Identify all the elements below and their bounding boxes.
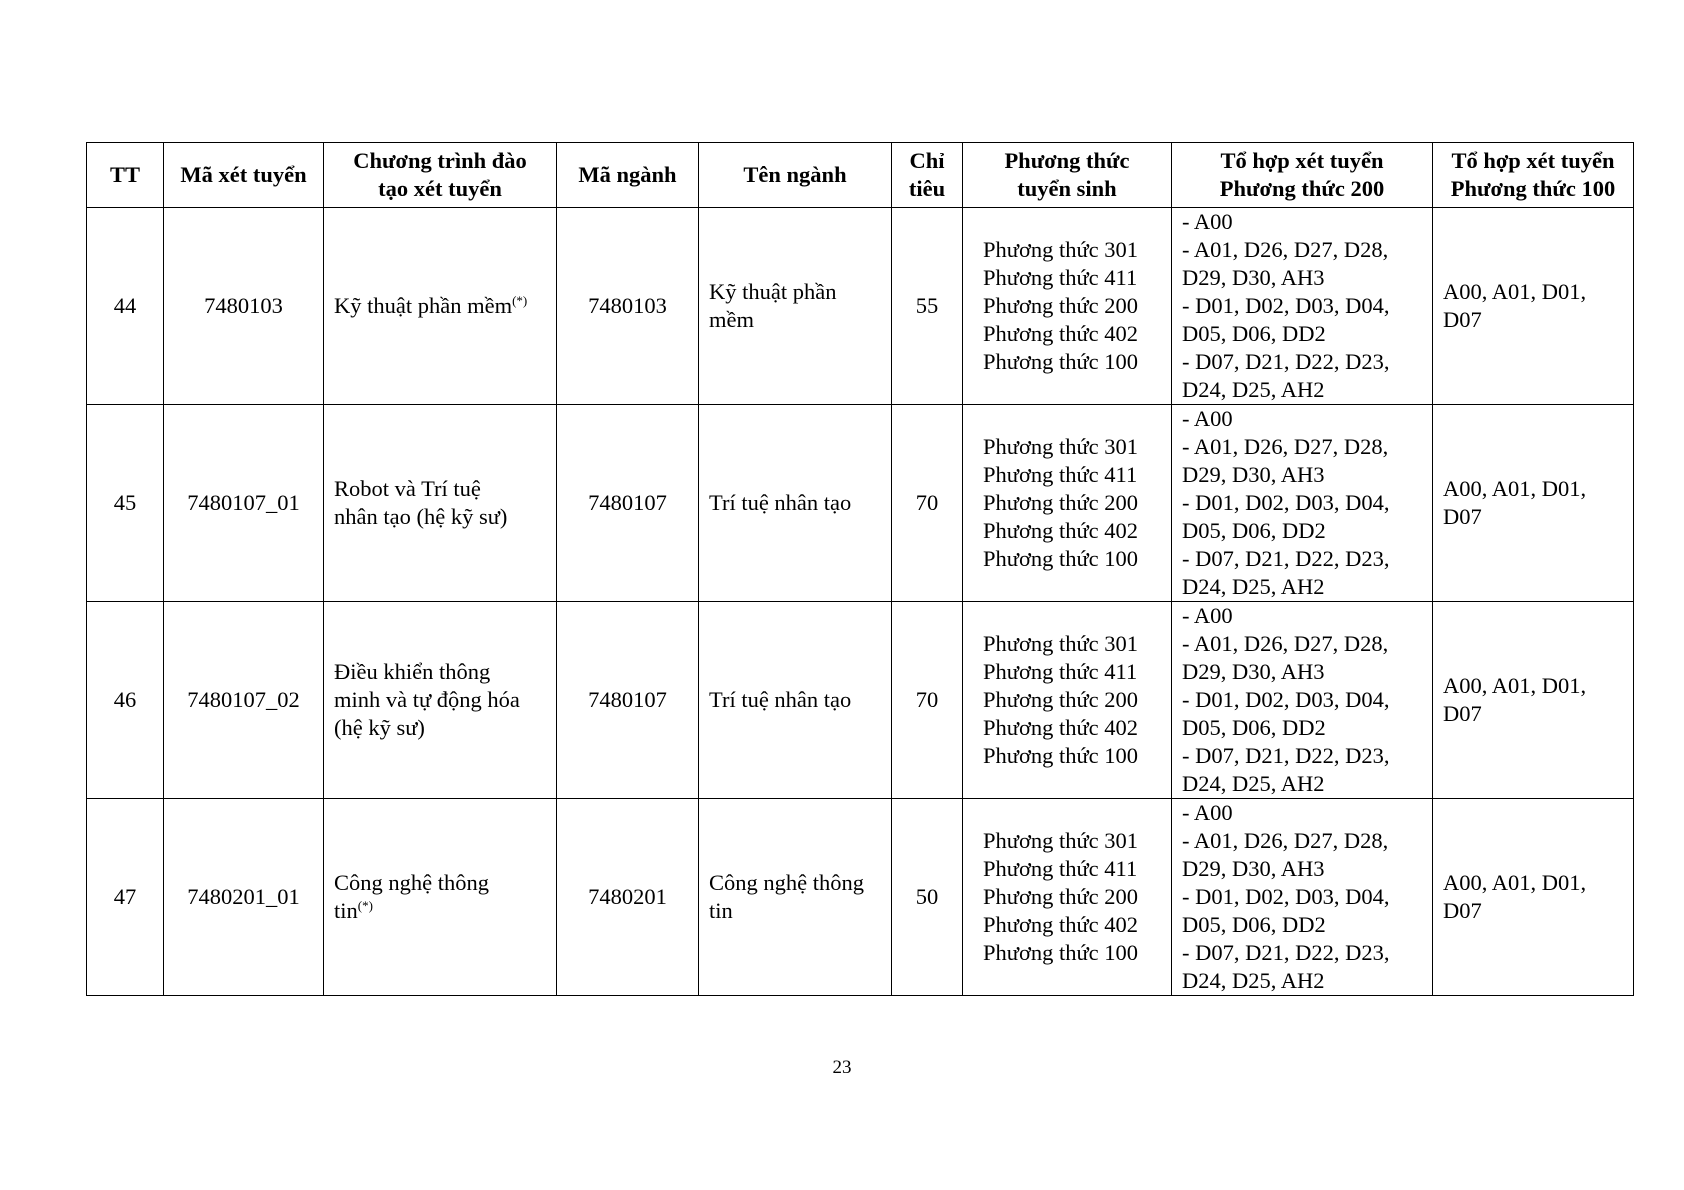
cell-to-hop-100 [1433,602,1634,799]
header-to-hop-100 [1433,143,1634,208]
cell-ten-nganh-text: tin [709,898,733,923]
header-line: Chương trình đào [353,148,527,173]
cell-to-hop-100-line [1443,869,1623,897]
cell-to-hop-200-line [1182,686,1422,714]
cell-phuong-thuc-text: Phương thức 301 [983,631,1139,656]
cell-to-hop-200-line [1182,770,1422,798]
cell-to-hop-200-text: D29, D30, AH3 [1182,856,1325,881]
cell-chuong-trinh-text: Công nghệ thông [334,870,489,895]
cell-chi-tieu: 70 [892,405,963,602]
cell-to-hop-200-text: D24, D25, AH2 [1182,968,1325,993]
cell-to-hop-200-text: - A01, D26, D27, D28, [1182,631,1389,656]
cell-phuong-thuc-text: Phương thức 402 [983,912,1139,937]
cell-phuong-thuc-text: Phương thức 200 [983,293,1139,318]
cell-to-hop-200-line [1182,292,1422,320]
cell-chuong-trinh-line [334,475,546,503]
cell-to-hop-200-line [1182,461,1422,489]
cell-to-hop-100-line [1443,306,1623,334]
cell-to-hop-200-text: D05, D06, DD2 [1182,321,1326,346]
cell-to-hop-200-text: D24, D25, AH2 [1182,574,1325,599]
cell-to-hop-100 [1433,799,1634,996]
cell-tt: 47 [87,799,164,996]
cell-to-hop-200-text: - A00 [1182,603,1233,628]
cell-phuong-thuc-text: Phương thức 402 [983,715,1139,740]
table-row [87,208,1634,405]
header-line: Phương thức 100 [1450,176,1616,201]
cell-phuong-thuc-text: Phương thức 200 [983,884,1139,909]
header-to-hop-200 [1172,143,1433,208]
header-ma-xet-tuyen: Mã xét tuyển [164,143,324,208]
header-chuong-trinh [324,143,557,208]
header-line: Tổ hợp xét tuyển [1451,148,1615,173]
cell-to-hop-200-text: - D01, D02, D03, D04, [1182,687,1390,712]
cell-to-hop-100-line [1443,475,1623,503]
cell-to-hop-200-text: D29, D30, AH3 [1182,659,1325,684]
cell-to-hop-100-text: D07 [1443,504,1482,529]
header-line: tuyển sinh [1017,176,1117,201]
cell-ten-nganh [699,799,892,996]
cell-ma-xet-tuyen: 7480107_02 [164,602,324,799]
cell-chuong-trinh-text: nhân tạo (hệ kỹ sư) [334,504,508,529]
cell-to-hop-200-line [1182,602,1422,630]
cell-ten-nganh-line [709,278,881,306]
cell-phuong-thuc-text: Phương thức 100 [983,940,1139,965]
cell-phuong-thuc-line [983,883,1161,911]
cell-to-hop-100 [1433,405,1634,602]
header-row [87,143,1634,208]
cell-to-hop-200-line [1182,489,1422,517]
cell-to-hop-200-text: - A01, D26, D27, D28, [1182,434,1389,459]
cell-to-hop-200-line [1182,911,1422,939]
cell-phuong-thuc-text: Phương thức 411 [983,856,1138,881]
cell-to-hop-200-line [1182,799,1422,827]
cell-to-hop-200-text: - A00 [1182,406,1233,431]
cell-ten-nganh-text: Công nghệ thông [709,870,864,895]
cell-chuong-trinh-line [334,897,546,925]
header-line: tiêu [908,176,946,201]
cell-phuong-thuc-line [983,264,1161,292]
cell-to-hop-100-text: D07 [1443,307,1482,332]
cell-to-hop-100 [1433,208,1634,405]
cell-to-hop-200-line [1182,939,1422,967]
cell-phuong-thuc [963,405,1172,602]
cell-phuong-thuc-line [983,292,1161,320]
cell-chuong-trinh-line [334,503,546,531]
cell-phuong-thuc-line [983,461,1161,489]
cell-ten-nganh [699,208,892,405]
table-row [87,405,1634,602]
cell-phuong-thuc-line [983,517,1161,545]
cell-phuong-thuc-line [983,433,1161,461]
cell-ma-nganh: 7480103 [557,208,699,405]
cell-ten-nganh-text: Kỹ thuật phần [709,279,837,304]
cell-to-hop-100-line [1443,700,1623,728]
cell-to-hop-200 [1172,405,1433,602]
cell-chi-tieu: 55 [892,208,963,405]
cell-chuong-trinh-text: (hệ kỹ sư) [334,715,425,740]
cell-phuong-thuc-line [983,348,1161,376]
cell-chuong-trinh [324,405,557,602]
cell-to-hop-100-text: D07 [1443,898,1482,923]
cell-phuong-thuc-line [983,714,1161,742]
cell-to-hop-200-text: D05, D06, DD2 [1182,715,1326,740]
cell-ten-nganh-text: Trí tuệ nhân tạo [709,687,852,712]
cell-to-hop-200-text: - A00 [1182,209,1233,234]
cell-to-hop-200-text: - D01, D02, D03, D04, [1182,293,1390,318]
cell-to-hop-100-line [1443,672,1623,700]
cell-to-hop-200-text: D24, D25, AH2 [1182,377,1325,402]
cell-ten-nganh-line [709,686,881,714]
cell-phuong-thuc-text: Phương thức 402 [983,518,1139,543]
cell-to-hop-200-text: D29, D30, AH3 [1182,265,1325,290]
cell-ten-nganh [699,602,892,799]
cell-to-hop-200-text: - D07, D21, D22, D23, [1182,546,1390,571]
cell-phuong-thuc-line [983,827,1161,855]
cell-to-hop-200-line [1182,573,1422,601]
cell-chuong-trinh [324,602,557,799]
cell-phuong-thuc-line [983,686,1161,714]
cell-phuong-thuc-line [983,855,1161,883]
cell-ma-xet-tuyen: 7480201_01 [164,799,324,996]
cell-to-hop-200-line [1182,433,1422,461]
cell-to-hop-100-text: A00, A01, D01, [1443,279,1587,304]
cell-phuong-thuc-line [983,320,1161,348]
cell-to-hop-200-line [1182,348,1422,376]
cell-ma-xet-tuyen: 7480107_01 [164,405,324,602]
cell-phuong-thuc-line [983,742,1161,770]
cell-chuong-trinh-text: Điều khiển thông [334,659,491,684]
cell-to-hop-200 [1172,799,1433,996]
cell-ma-xet-tuyen: 7480103 [164,208,324,405]
cell-tt: 45 [87,405,164,602]
cell-chuong-trinh-line [334,869,546,897]
cell-ten-nganh-text: mềm [709,307,754,332]
cell-to-hop-200-text: - D07, D21, D22, D23, [1182,349,1390,374]
cell-phuong-thuc-text: Phương thức 411 [983,265,1138,290]
cell-to-hop-200-line [1182,517,1422,545]
cell-to-hop-100-text: A00, A01, D01, [1443,673,1587,698]
cell-phuong-thuc-line [983,658,1161,686]
cell-ten-nganh-line [709,489,881,517]
cell-phuong-thuc-text: Phương thức 301 [983,237,1139,262]
table-row [87,602,1634,799]
cell-chuong-trinh-text: Kỹ thuật phần mềm [334,293,513,318]
cell-to-hop-200-text: - A01, D26, D27, D28, [1182,828,1389,853]
cell-chuong-trinh-text: tin [334,898,358,923]
table-body [87,208,1634,996]
cell-phuong-thuc [963,602,1172,799]
cell-phuong-thuc [963,208,1172,405]
cell-to-hop-200-line [1182,630,1422,658]
admissions-table [86,142,1634,996]
header-tt: TT [87,143,164,208]
cell-phuong-thuc-text: Phương thức 411 [983,462,1138,487]
footnote-marker: (*) [512,293,528,308]
cell-ma-nganh: 7480107 [557,602,699,799]
cell-to-hop-200-text: D24, D25, AH2 [1182,771,1325,796]
cell-phuong-thuc-text: Phương thức 200 [983,490,1139,515]
cell-to-hop-100-text: D07 [1443,701,1482,726]
cell-to-hop-200-text: - D07, D21, D22, D23, [1182,940,1390,965]
cell-to-hop-200-line [1182,320,1422,348]
cell-phuong-thuc [963,799,1172,996]
cell-to-hop-200-line [1182,236,1422,264]
cell-to-hop-200-text: D05, D06, DD2 [1182,518,1326,543]
header-line: Tổ hợp xét tuyển [1220,148,1384,173]
cell-phuong-thuc-text: Phương thức 402 [983,321,1139,346]
cell-phuong-thuc-text: Phương thức 301 [983,828,1139,853]
cell-to-hop-200-line [1182,545,1422,573]
header-line: Phương thức [1004,148,1130,173]
header-chi-tieu [892,143,963,208]
cell-phuong-thuc-line [983,630,1161,658]
cell-to-hop-200-line [1182,827,1422,855]
cell-phuong-thuc-text: Phương thức 200 [983,687,1139,712]
table-row [87,799,1634,996]
cell-phuong-thuc-text: Phương thức 100 [983,349,1139,374]
cell-phuong-thuc-line [983,545,1161,573]
cell-to-hop-200-text: - D01, D02, D03, D04, [1182,490,1390,515]
page-number: 23 [832,1057,852,1078]
footnote-marker: (*) [357,898,373,913]
header-line: Chỉ [909,148,945,173]
cell-to-hop-200-line [1182,264,1422,292]
cell-to-hop-200-line [1182,658,1422,686]
cell-to-hop-200 [1172,208,1433,405]
cell-chuong-trinh [324,799,557,996]
cell-ten-nganh-text: Trí tuệ nhân tạo [709,490,852,515]
cell-ma-nganh: 7480107 [557,405,699,602]
cell-to-hop-100-line [1443,278,1623,306]
cell-to-hop-200-line [1182,967,1422,995]
cell-chuong-trinh-text: Robot và Trí tuệ [334,476,481,501]
cell-to-hop-200-line [1182,208,1422,236]
cell-to-hop-100-line [1443,897,1623,925]
cell-chi-tieu: 70 [892,602,963,799]
cell-to-hop-200 [1172,602,1433,799]
cell-ma-nganh: 7480201 [557,799,699,996]
cell-chuong-trinh-text: minh và tự động hóa [334,687,520,712]
cell-phuong-thuc-text: Phương thức 100 [983,546,1139,571]
header-line: Phương thức 200 [1219,176,1385,201]
cell-phuong-thuc-text: Phương thức 411 [983,659,1138,684]
cell-to-hop-200-line [1182,714,1422,742]
cell-ten-nganh-line [709,897,881,925]
cell-to-hop-200-line [1182,376,1422,404]
cell-to-hop-200-line [1182,883,1422,911]
cell-phuong-thuc-line [983,911,1161,939]
cell-chuong-trinh-line [334,714,546,742]
cell-to-hop-100-text: A00, A01, D01, [1443,870,1587,895]
cell-tt: 46 [87,602,164,799]
cell-phuong-thuc-line [983,489,1161,517]
header-line: tạo xét tuyển [378,176,502,201]
cell-phuong-thuc-text: Phương thức 100 [983,743,1139,768]
cell-ten-nganh-line [709,869,881,897]
cell-phuong-thuc-text: Phương thức 301 [983,434,1139,459]
cell-to-hop-200-text: - D07, D21, D22, D23, [1182,743,1390,768]
cell-chi-tieu: 50 [892,799,963,996]
header-phuong-thuc [963,143,1172,208]
cell-to-hop-200-line [1182,742,1422,770]
header-ten-nganh: Tên ngành [699,143,892,208]
cell-chuong-trinh-line [334,292,546,320]
cell-to-hop-200-line [1182,855,1422,883]
cell-to-hop-200-text: D05, D06, DD2 [1182,912,1326,937]
cell-chuong-trinh-line [334,686,546,714]
header-ma-nganh: Mã ngành [557,143,699,208]
cell-phuong-thuc-line [983,939,1161,967]
cell-to-hop-200-text: - A01, D26, D27, D28, [1182,237,1389,262]
cell-ten-nganh-line [709,306,881,334]
cell-to-hop-100-text: A00, A01, D01, [1443,476,1587,501]
cell-chuong-trinh [324,208,557,405]
cell-to-hop-200-text: - D01, D02, D03, D04, [1182,884,1390,909]
cell-ten-nganh [699,405,892,602]
cell-to-hop-200-text: D29, D30, AH3 [1182,462,1325,487]
cell-to-hop-200-text: - A00 [1182,800,1233,825]
cell-to-hop-100-line [1443,503,1623,531]
cell-to-hop-200-line [1182,405,1422,433]
cell-phuong-thuc-line [983,236,1161,264]
cell-chuong-trinh-line [334,658,546,686]
cell-tt: 44 [87,208,164,405]
